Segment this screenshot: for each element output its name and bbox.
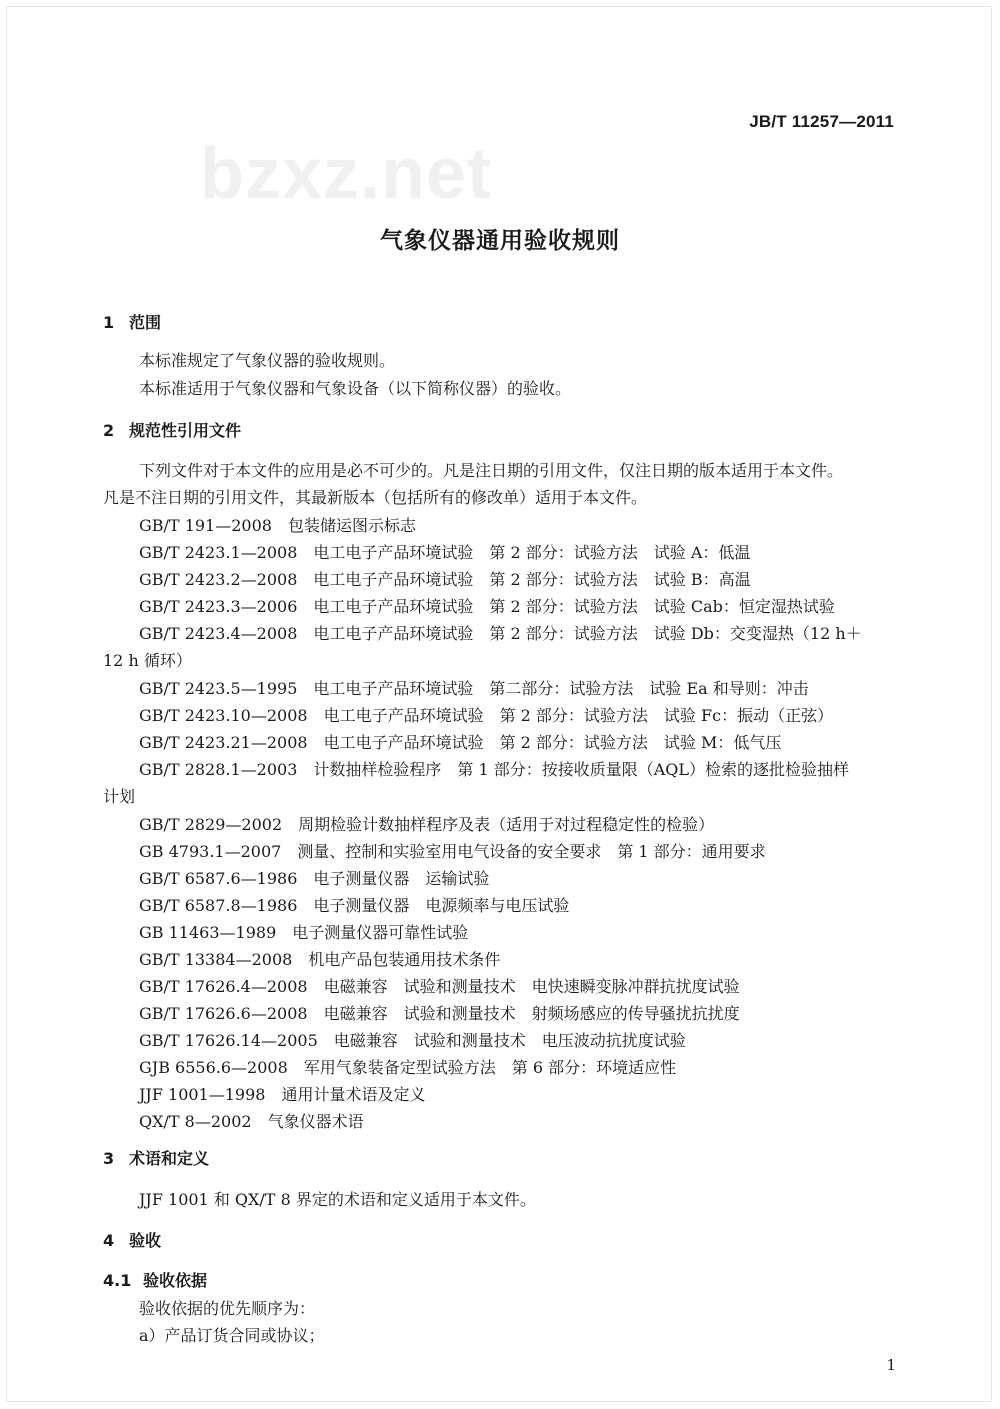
reference-title: 电工电子产品环境试验 第 2 部分：试验方法 试验 A：低温 — [313, 543, 751, 562]
section-number: 4.1 — [103, 1271, 132, 1290]
paragraph: 验收依据的优先顺序为： — [139, 1299, 316, 1318]
section-title: 范围 — [129, 313, 162, 332]
reference-code: GB/T 2423.21—2008 — [139, 733, 308, 752]
paragraph: 本标准规定了气象仪器的验收规则。 — [139, 351, 396, 370]
watermark: bzxz.net — [200, 134, 493, 214]
reference-title: 电磁兼容 试验和测量技术 电压波动抗扰度试验 — [333, 1031, 686, 1050]
section-number: 4 — [103, 1231, 115, 1250]
reference-item — [139, 866, 489, 889]
section-2-heading — [103, 418, 241, 441]
reference-item — [139, 839, 766, 862]
reference-code: GB/T 2828.1—2003 — [139, 760, 298, 779]
page-title: 气象仪器通用验收规则 — [380, 228, 620, 254]
reference-title: 电工电子产品环境试验 第二部分：试验方法 试验 Ea 和导则：冲击 — [313, 679, 809, 698]
reference-item — [139, 513, 416, 536]
reference-title: 电磁兼容 试验和测量技术 射频场感应的传导骚扰抗扰度 — [323, 1004, 740, 1023]
section-number: 2 — [103, 421, 115, 440]
section-3-heading — [103, 1146, 209, 1169]
reference-title: 电子测量仪器 运输试验 — [313, 869, 490, 888]
reference-title: 电磁兼容 试验和测量技术 电快速瞬变脉冲群抗扰度试验 — [323, 977, 740, 996]
reference-title: 电子测量仪器 电源频率与电压试验 — [313, 896, 570, 915]
reference-code: JJF 1001—1998 — [139, 1085, 266, 1104]
reference-item — [139, 703, 833, 726]
reference-code: GB/T 17626.6—2008 — [139, 1004, 308, 1023]
reference-title: 通用计量术语及定义 — [281, 1085, 426, 1104]
reference-item — [139, 1109, 364, 1132]
reference-item — [139, 1028, 686, 1051]
reference-code: QX/T 8—2002 — [139, 1112, 252, 1131]
reference-code: GB/T 2829—2002 — [139, 815, 283, 834]
reference-title: 电工电子产品环境试验 第 2 部分：试验方法 试验 Db：交变湿热（12 h＋ — [313, 624, 862, 643]
list-item: a）产品订货合同或协议； — [139, 1326, 325, 1345]
reference-code: GB/T 2423.3—2006 — [139, 597, 298, 616]
reference-title: 电工电子产品环境试验 第 2 部分：试验方法 试验 Cab：恒定湿热试验 — [313, 597, 835, 616]
reference-code: GB/T 2423.2—2008 — [139, 570, 298, 589]
reference-item — [139, 730, 781, 753]
reference-code: GB/T 2423.5—1995 — [139, 679, 298, 698]
section-4-heading — [103, 1228, 161, 1251]
reference-item — [139, 757, 849, 780]
section-title: 术语和定义 — [129, 1149, 210, 1168]
reference-title: 计数抽样检验程序 第 1 部分：按接收质量限（AQL）检索的逐批检验抽样 — [313, 760, 850, 779]
reference-item — [139, 1055, 676, 1078]
reference-code: GB/T 2423.1—2008 — [139, 543, 298, 562]
paragraph: 凡是不注日期的引用文件，其最新版本（包括所有的修改单）适用于本文件。 — [103, 488, 648, 507]
reference-item — [139, 812, 714, 835]
reference-code: GB/T 17626.14—2005 — [139, 1031, 318, 1050]
reference-item — [139, 1082, 425, 1105]
reference-item — [139, 1001, 740, 1024]
reference-title: 军用气象装备定型试验方法 第 6 部分：环境适应性 — [303, 1058, 677, 1077]
section-number: 1 — [103, 313, 115, 332]
reference-code: GB/T 6587.8—1986 — [139, 896, 298, 915]
reference-title: 气象仪器术语 — [267, 1112, 364, 1131]
section-1-heading — [103, 310, 161, 333]
section-title: 规范性引用文件 — [129, 421, 242, 440]
paragraph: 本标准适用于气象仪器和气象设备（以下简称仪器）的验收。 — [139, 379, 572, 398]
paragraph: 下列文件对于本文件的应用是必不可少的。凡是注日期的引用文件，仅注日期的版本适用于本文件。 — [139, 461, 844, 480]
paragraph: JJF 1001 和 QX/T 8 界定的术语和定义适用于本文件。 — [139, 1190, 536, 1209]
reference-title: 电工电子产品环境试验 第 2 部分：试验方法 试验 B：高温 — [313, 570, 751, 589]
reference-item — [139, 974, 740, 997]
reference-item — [139, 540, 750, 563]
reference-code: GB/T 6587.6—1986 — [139, 869, 298, 888]
reference-title: 包装储运图示标志 — [287, 516, 416, 535]
reference-title: 电工电子产品环境试验 第 2 部分：试验方法 试验 M：低气压 — [323, 733, 782, 752]
reference-title: 机电产品包装通用技术条件 — [308, 950, 501, 969]
reference-code: GB/T 2423.4—2008 — [139, 624, 298, 643]
reference-code: GB/T 191—2008 — [139, 516, 272, 535]
reference-continuation: 计划 — [103, 787, 136, 806]
section-title: 验收依据 — [143, 1271, 208, 1290]
reference-item — [139, 947, 500, 970]
reference-item — [139, 621, 862, 644]
reference-code: GB 11463—1989 — [139, 923, 277, 942]
section-title: 验收 — [129, 1231, 162, 1250]
reference-item — [139, 676, 809, 699]
reference-code: GJB 6556.6—2008 — [139, 1058, 288, 1077]
reference-title: 电工电子产品环境试验 第 2 部分：试验方法 试验 Fc：振动（正弦） — [323, 706, 834, 725]
reference-code: GB/T 2423.10—2008 — [139, 706, 308, 725]
reference-item — [139, 920, 468, 943]
reference-item — [139, 594, 835, 617]
reference-code: GB/T 17626.4—2008 — [139, 977, 308, 996]
reference-continuation: 12 h 循环） — [103, 651, 192, 670]
reference-title: 周期检验计数抽样程序及表（适用于对过程稳定性的检验） — [298, 815, 715, 834]
section-number: 3 — [103, 1149, 115, 1168]
reference-item — [139, 893, 569, 916]
reference-title: 测量、控制和实验室用电气设备的安全要求 第 1 部分：通用要求 — [297, 842, 766, 861]
reference-title: 电子测量仪器可靠性试验 — [292, 923, 469, 942]
reference-code: GB 4793.1—2007 — [139, 842, 282, 861]
standard-code: JB/T 11257—2011 — [749, 112, 894, 131]
section-4-1-heading — [103, 1268, 207, 1291]
page-number: 1 — [886, 1356, 896, 1374]
reference-item — [139, 567, 751, 590]
reference-code: GB/T 13384—2008 — [139, 950, 293, 969]
